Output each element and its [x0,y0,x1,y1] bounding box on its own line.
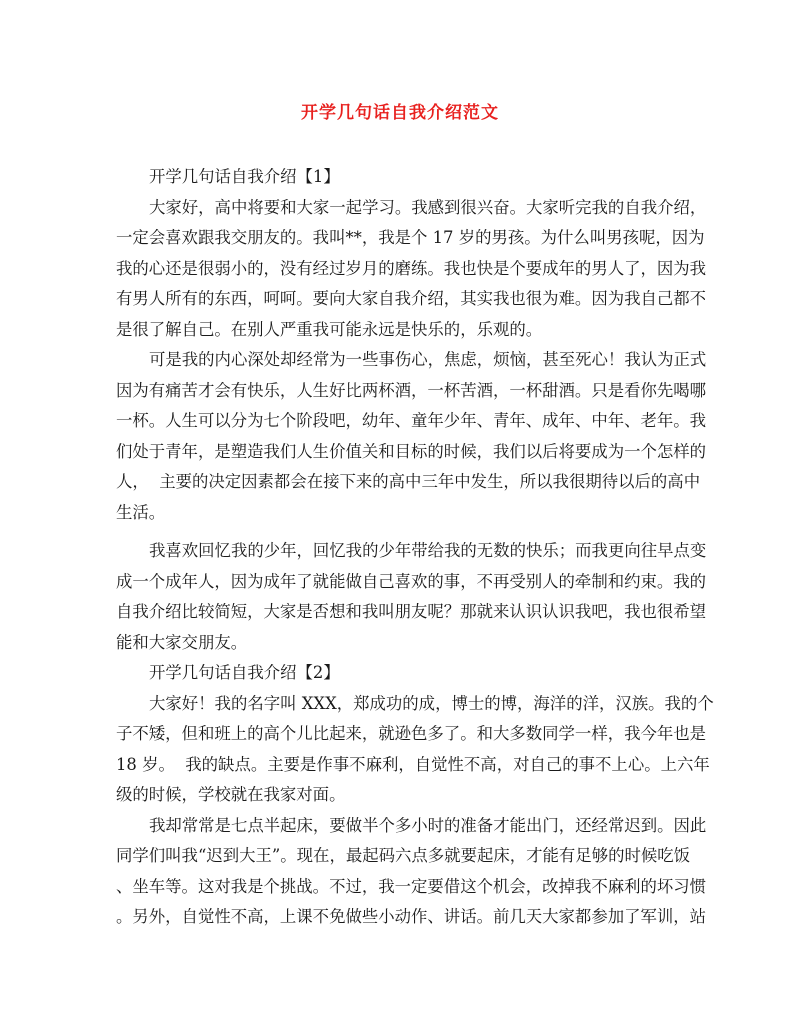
paragraph-line: 我却常常是七点半起床，要做半个多小时的准备才能出门，还经常迟到。因此 [149,815,707,835]
paragraph-line: 子不矮，但和班上的高个儿比起来，就逊色多了。和大多数同学一样，我今年也是 [116,724,707,743]
paragraph-line: 能和大家交朋友。 [116,632,248,652]
paragraph-line: 人， 主要的决定因素都会在接下来的高中三年中发生，所以我很期待以后的高中 [116,472,701,491]
paragraph-line: 我喜欢回忆我的少年，回忆我的少年带给我的无数的快乐；而我更向往早点变 [149,541,707,560]
paragraph-line: 一定会喜欢跟我交朋友的。我叫**，我是个 17 岁的男孩。为什么叫男孩呢，因为 [116,228,705,247]
paragraph-line: 是很了解自己。在别人严重我可能永远是快乐的，乐观的。 [116,319,543,339]
document-title: 开学几句话自我介绍范文 [301,103,499,123]
paragraph-line: 、坐车等。这对我是个挑战。不过，我一定要借这个机会，改掉我不麻利的坏习惯 [116,876,707,896]
section-heading: 开学几句话自我介绍【1】 [149,167,340,186]
paragraph-line: 因为有痛苦才会有快乐，人生好比两杯酒，一杯苦酒，一杯甜酒。只是看你先喝哪 [116,380,707,400]
document-body [116,162,714,933]
paragraph-line: 。另外，自觉性不高，上课不免做些小动作、讲话。前几天大家都参加了军训，站 [116,907,707,926]
paragraph-line: 可是我的内心深处却经常为一些事伤心，焦虑，烦恼，甚至死心！我认为正式 [149,350,707,369]
paragraph-line: 一杯。人生可以分为七个阶段吧，幼年、童年少年、青年、成年、中年、老年。我 [116,411,707,430]
paragraph-line: 18 岁。 我的缺点。主要是作事不麻利，自觉性不高，对自己的事不上心。上六年 [116,754,710,774]
paragraph-line: 同学们叫我“迟到大王”。现在，最起码六点多就要起床，才能有足够的时候吃饭 [116,846,691,865]
section-heading: 开学几句话自我介绍【2】 [149,663,340,682]
paragraph-line: 大家好！我的名字叫 XXX，郑成功的成，博士的博，海洋的洋，汉族。我的个 [149,693,714,713]
paragraph-line: 有男人所有的东西，呵呵。要向大家自我介绍，其实我也很为难。因为我自己都不 [116,289,707,308]
paragraph-line: 成一个成年人，因为成年了就能做自己喜欢的事，不再受别人的牵制和约束。我的 [116,571,707,591]
paragraph-line: 大家好，高中将要和大家一起学习。我感到很兴奋。大家听完我的自我介绍， [149,197,707,217]
paragraph-line: 们处于青年，是塑造我们人生价值关和目标的时候，我们以后将要成为一个怎样的 [116,441,707,461]
paragraph-line: 我的心还是很弱小的，没有经过岁月的磨练。我也快是个要成年的男人了，因为我 [116,258,707,278]
paragraph-line: 自我介绍比较简短，大家是否想和我叫朋友呢？那就来认识认识我吧，我也很希望 [116,602,707,621]
paragraph-line: 生活。 [116,502,166,522]
paragraph-line: 级的时候，学校就在我家对面。 [116,785,346,804]
